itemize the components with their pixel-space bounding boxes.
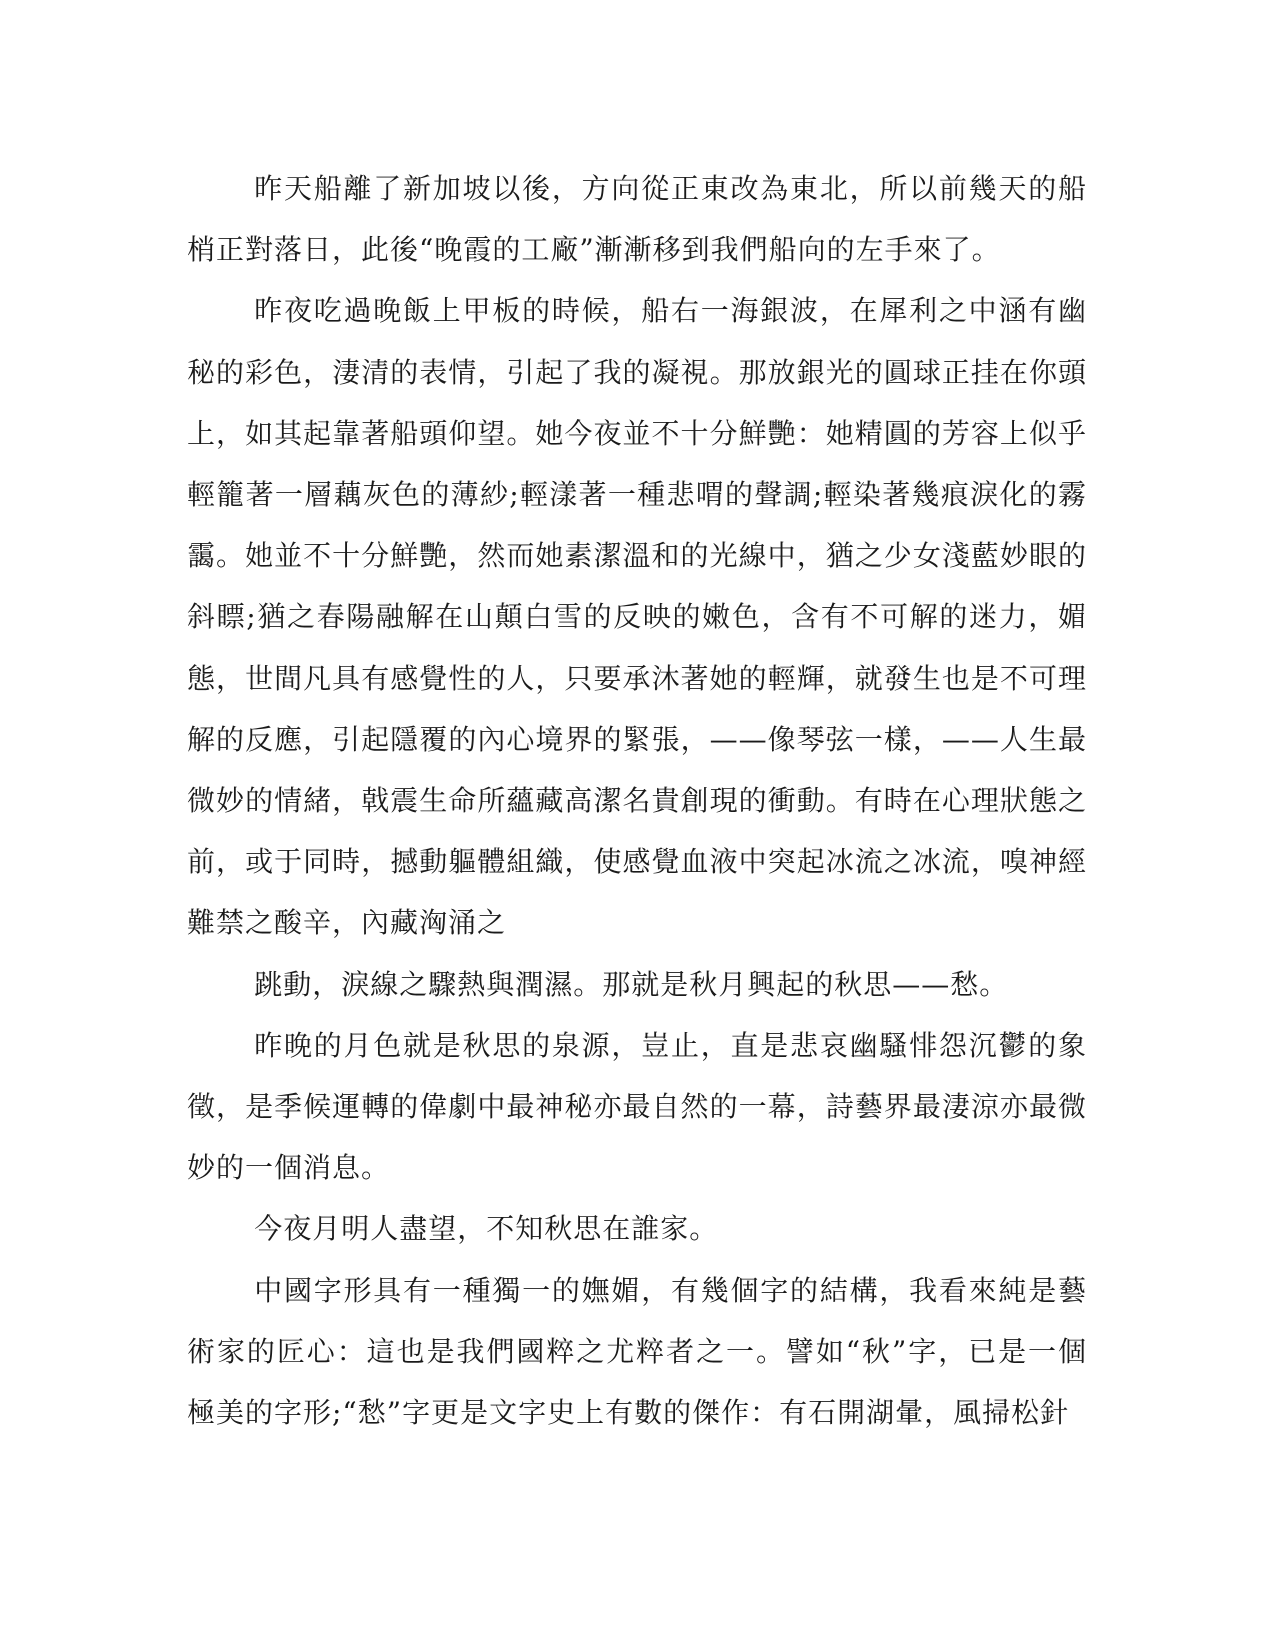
paragraph-2: 昨夜吃過晚飯上甲板的時候，船右一海銀波，在犀利之中涵有幽秘的彩色，淒清的表情，引起了我的凝視。那放銀光的圓球正挂在你頭上，如其起靠著船頭仰望。她今夜並不十分鮮艷：她精圓的芳容上似乎輕籠著一層藕灰色的薄紗;輕漾著一種悲喟的聲調;輕染著幾痕淚化的霧靄。她並不十分鮮艷，然而她素潔溫和的光線中，猶之少女淺藍妙眼的斜瞟;猶之春陽融解在山顛白雪的反映的嫩色，含有不可解的迷力，媚態，世間凡具有感覺性的人，只要承沐著她的輕輝，就發生也是不可理解的反應，引起隱覆的內心境界的緊張，——像琴弦一樣，——人生最微妙的情緒，戟震生命所蘊藏高潔名貴創現的衝動。有時在心理狀態之前，或于同時，撼動軀體組織，使感覺血液中突起冰流之冰流，嗅神經難禁之酸辛，內藏洶涌之	[187, 294, 1087, 940]
paragraph-5: 今夜月明人盡望，不知秋思在誰家。	[254, 1212, 719, 1246]
article-body	[187, 158, 1087, 1443]
paragraph-1: 昨天船離了新加坡以後，方向從正東改為東北，所以前幾天的船梢正對落日，此後“晚霞的工廠”漸漸移到我們船向的左手來了。	[187, 172, 1087, 267]
paragraph-6: 中國字形具有一種獨一的嫵媚，有幾個字的結構，我看來純是藝術家的匠心：這也是我們國粹之尤粹者之一。譬如“秋”字，已是一個極美的字形;“愁”字更是文字史上有數的傑作：有石開湖暈，風掃松針	[187, 1273, 1087, 1430]
paragraph-3: 跳動，淚線之驟熱與潤濕。那就是秋月興起的秋思——愁。	[254, 967, 1009, 1001]
paragraph-4: 昨晚的月色就是秋思的泉源，豈止，直是悲哀幽騷悱怨沉鬱的象徵，是季候運轉的偉劇中最神秘亦最自然的一幕，詩藝界最淒涼亦最微妙的一個消息。	[187, 1028, 1087, 1185]
